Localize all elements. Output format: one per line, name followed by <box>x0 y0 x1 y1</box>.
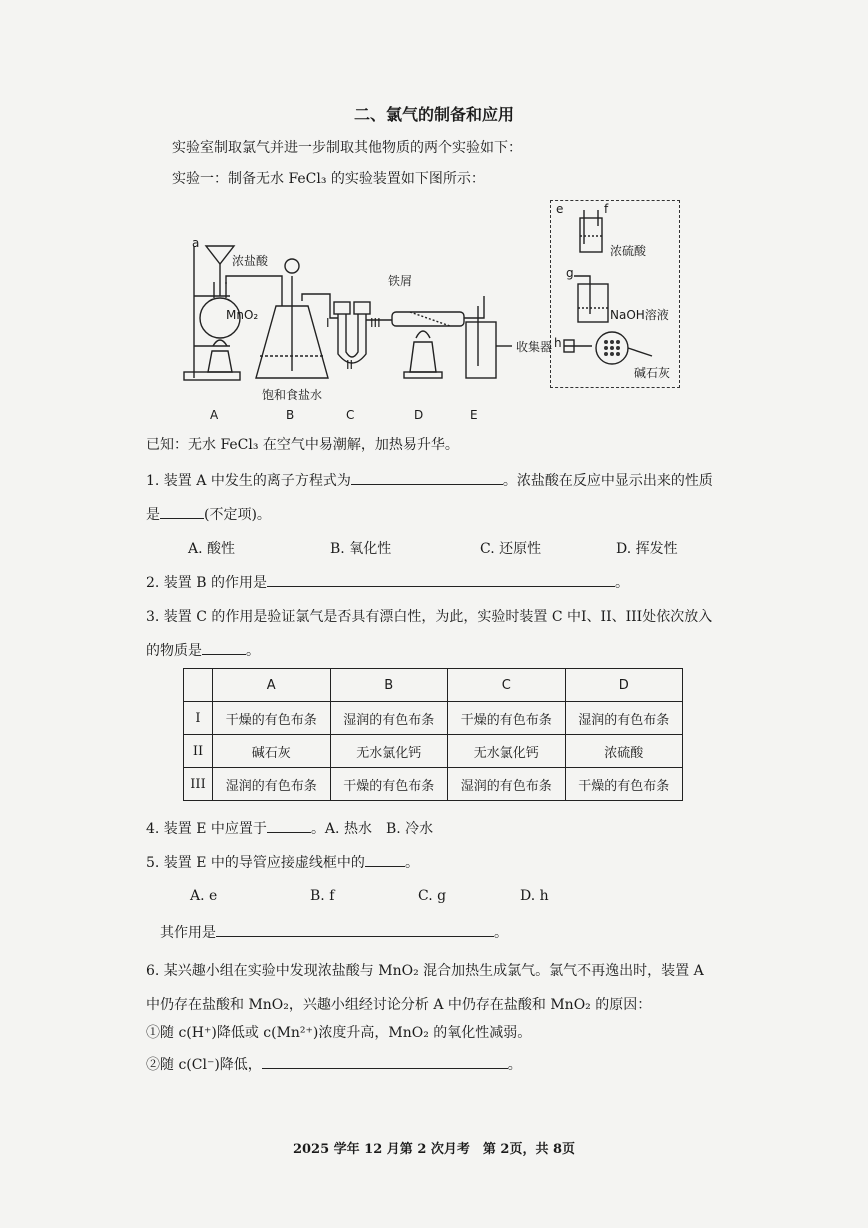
answer-blank-q5-role[interactable] <box>216 922 494 937</box>
letter-a: A <box>210 408 219 422</box>
table-col-b: B <box>330 669 448 702</box>
port-h: h <box>554 336 562 350</box>
known-info: 已知：无水 FeCl₃ 在空气中易潮解，加热易升华。 <box>146 437 459 453</box>
table-row: III 湿润的有色布条 干燥的有色布条 湿润的有色布条 干燥的有色布条 <box>184 768 683 801</box>
q1-option-d[interactable]: D. 挥发性 <box>616 541 678 557</box>
experiment-one-text: 实验一：制备无水 FeCl₃ 的实验装置如下图所示： <box>172 171 485 187</box>
label-iron-filings: 铁屑 <box>388 274 413 288</box>
question-6-reason-2: ②随 c(Cl⁻)降低， 。 <box>146 1054 522 1074</box>
letter-d: D <box>414 408 424 422</box>
answer-blank-q5[interactable] <box>365 852 405 867</box>
apparatus-diagram <box>180 196 690 428</box>
label-conc-h2so4: 浓硫酸 <box>610 244 647 258</box>
label-a: a <box>192 236 200 250</box>
dashed-options-box <box>550 200 680 388</box>
table-row: I 干燥的有色布条 湿润的有色布条 干燥的有色布条 湿润的有色布条 <box>184 702 683 735</box>
q5-option-c[interactable]: C. g <box>418 888 447 904</box>
question-6-line-2: 中仍存在盐酸和 MnO₂，兴趣小组经讨论分析 A 中仍存在盐酸和 MnO₂ 的原因： <box>146 997 652 1013</box>
question-3-line-1: 3. 装置 C 的作用是验证氯气是否具有漂白性，为此，实验时装置 C 中I、II、III处依次放入 <box>146 609 713 625</box>
page-footer: 2025 学年 12 月第 2 次月考 第 2页，共 8页 <box>292 1142 576 1157</box>
table-col-d: D <box>565 669 683 702</box>
label-collector: 收集器 <box>516 340 553 354</box>
table-col-c: C <box>448 669 566 702</box>
question-1-line-2: 是 (不定项)。 <box>146 504 271 524</box>
q5-option-d[interactable]: D. h <box>520 888 549 904</box>
answer-blank-q6[interactable] <box>262 1054 508 1069</box>
label-position-iii: III <box>370 316 381 330</box>
letter-b: B <box>286 408 295 422</box>
letter-e: E <box>470 408 478 422</box>
question-2: 2. 装置 B 的作用是 。 <box>146 572 629 592</box>
question-3-line-2: 的物质是 。 <box>146 640 260 660</box>
q5-option-b[interactable]: B. f <box>310 888 335 904</box>
port-f: f <box>604 202 609 216</box>
question-6-reason-1: ①随 c(H⁺)降低或 c(Mn²⁺)浓度升高，MnO₂ 的氧化性减弱。 <box>146 1025 532 1041</box>
question-5-role: 其作用是 。 <box>160 922 508 942</box>
label-mno2: MnO₂ <box>226 308 259 322</box>
q1-option-a[interactable]: A. 酸性 <box>188 541 236 557</box>
label-position-i: I <box>326 316 330 330</box>
port-e: e <box>556 202 564 216</box>
q5-option-a[interactable]: A. e <box>190 888 218 904</box>
question-5: 5. 装置 E 中的导管应接虚线框中的 。 <box>146 852 419 872</box>
port-g: g <box>566 266 574 280</box>
table-col-a: A <box>213 669 331 702</box>
intro-text: 实验室制取氯气并进一步制取其他物质的两个实验如下： <box>172 140 522 156</box>
letter-c: C <box>346 408 355 422</box>
table-header-row <box>184 669 683 702</box>
label-soda-lime: 碱石灰 <box>634 366 671 380</box>
options-table <box>183 668 683 801</box>
label-brine: 饱和食盐水 <box>262 388 323 402</box>
label-naoh-solution: NaOH溶液 <box>610 308 669 322</box>
answer-blank-q1-property[interactable] <box>160 504 204 519</box>
label-position-ii: II <box>346 358 354 372</box>
answer-blank-q2[interactable] <box>267 572 615 587</box>
q1-option-c[interactable]: C. 还原性 <box>480 541 542 557</box>
section-title: 二、氯气的制备和应用 <box>353 105 514 124</box>
question-6-line-1: 6. 某兴趣小组在实验中发现浓盐酸与 MnO₂ 混合加热生成氯气。氯气不再逸出时，装置 A <box>146 963 704 979</box>
label-conc-hcl: 浓盐酸 <box>232 254 269 268</box>
answer-blank-q4[interactable] <box>267 818 311 833</box>
question-1-line-1: 1. 装置 A 中发生的离子方程式为 。浓盐酸在反应中显示出来的性质 <box>146 470 713 490</box>
q1-option-b[interactable]: B. 氧化性 <box>330 541 392 557</box>
table-row: II 碱石灰 无水氯化钙 无水氯化钙 浓硫酸 <box>184 735 683 768</box>
answer-blank-q3[interactable] <box>202 640 246 655</box>
question-4: 4. 装置 E 中应置于 。A. 热水 B. 冷水 <box>146 818 433 838</box>
answer-blank-q1-equation[interactable] <box>351 470 503 485</box>
